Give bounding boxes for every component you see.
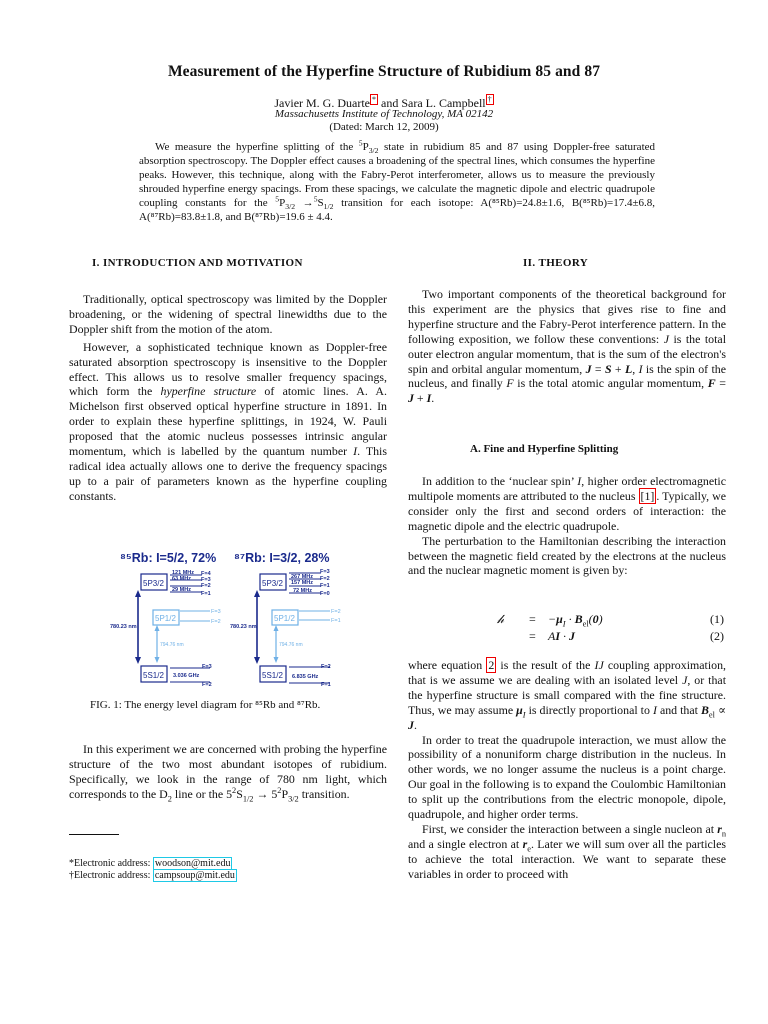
author-1: Javier M. G. Duarte bbox=[274, 96, 370, 110]
rb87-ground-F1: F=1 bbox=[321, 682, 331, 688]
figure-caption: FIG. 1: The energy level diagram for ⁸⁵Rb and ⁸⁷Rb. bbox=[90, 699, 321, 711]
email-link-2[interactable]: campsoup@mit.edu bbox=[154, 870, 235, 881]
equation-1-number: (1) bbox=[710, 612, 724, 626]
rb85-gap-3: 29 MHz bbox=[172, 587, 191, 593]
rb87-upper-F0: F=0 bbox=[320, 591, 330, 597]
rb87-mid-F2: F=2 bbox=[331, 609, 341, 615]
email-link-1[interactable]: woodson@mit.edu bbox=[154, 858, 231, 869]
footnote-link-2[interactable]: † bbox=[487, 95, 492, 104]
date-line: (Dated: March 12, 2009) bbox=[329, 121, 439, 133]
rb87-d1-arrow bbox=[274, 625, 279, 663]
paper-title: Measurement of the Hyperfine Structure of Rubidium 85 and 87 bbox=[167, 63, 601, 80]
theory-paragraph-4: where equation 2 is the result of the IJ coupling approximation, that is we assume we are dealing with an isolated level J, or that the hyperfine structure is small compared with the fine structure. Thus, we may assume $\mu_I$ is directly proportional to I and that $B_{el} \propto J$. bbox=[408, 658, 727, 732]
equation-ref-link[interactable]: 2 bbox=[488, 658, 495, 672]
footnote-2: †Electronic address: campsoup@mit.edu bbox=[69, 870, 235, 881]
abstract-results: A(⁸⁵Rb)=24.8±1.6, B(⁸⁵Rb)=17.4±6.8, A(⁸⁷Rb)=83.8±1.8, and B(⁸⁷Rb)=19.6 ± 4.4. bbox=[139, 197, 655, 224]
rb87-ground-gap: 6.835 GHz bbox=[292, 674, 319, 680]
rb85-gap-2: 63 MHz bbox=[172, 576, 191, 582]
section-heading-intro: I. INTRODUCTION AND MOTIVATION bbox=[92, 257, 303, 269]
rb85-gap-1: 121 MHz bbox=[172, 570, 195, 576]
rb87-ground-F2: F=2 bbox=[321, 664, 331, 670]
rb87-gap-2: 157 MHz bbox=[291, 580, 314, 586]
section-heading-theory: II. THEORY bbox=[523, 257, 589, 269]
intro-paragraph-2: However, a sophisticated technique known as Doppler-free saturated absorption spectroscopy is insensitive to the Doppler effect. This allows us to resolve smaller frequency spacings, which form the hyperfine structure of atomic lines. A. A. Michelson first observed optical hyperfine structure in 1891. In order to explain these hyperfine splittings, in 1924, W. Pauli proposed that the atomic nucleus possesses intrinsic angular momentum, which is labelled by the quantum number I. This radical idea actually allows one to derive the frequency spacings up to a pair of parameters known as the hyperfine coupling constants. bbox=[69, 339, 387, 503]
author-joiner: and bbox=[381, 96, 399, 110]
intro-paragraph-1: Traditionally, optical spectroscopy was limited by the Doppler broadening, or the widening of spectral linewidths due to the Doppler shift from the motion of the atom. bbox=[69, 292, 387, 336]
rb87-gap-3: 72 MHz bbox=[293, 588, 312, 594]
rb87-mid-F1: F=1 bbox=[331, 618, 341, 624]
equation-2-number: (2) bbox=[710, 629, 724, 643]
theory-paragraph-2: In addition to the ‘nuclear spin’ I, higher order electromagnetic multipole moments are attributed to the nucleus [1] . Typically, we consider only the first and second orders of interaction: the magnetic dipole and the electric quadrupole. bbox=[408, 474, 726, 533]
energy-level-diagram bbox=[110, 548, 370, 690]
rb85-mid-F2: F=2 bbox=[211, 619, 221, 625]
theory-paragraph-6: First, we consider the interaction between a single nucleon at $r_n$ and a single electron at $r_e$. Later we will sum over all the particles to achieve the total interaction. We want to separate these variables in order to proceed with bbox=[408, 821, 726, 881]
rb85-5p32-label: 5P3/2 bbox=[143, 579, 164, 588]
equation-2: = AI · J (2) bbox=[529, 629, 724, 643]
author-2: Sara L. Campbell bbox=[401, 96, 486, 110]
rb87-upper-F2: F=2 bbox=[320, 576, 330, 582]
footnote-link-1[interactable]: * bbox=[372, 95, 376, 104]
rb87-gap-1: 267 MHz bbox=[291, 574, 314, 580]
abstract: We measure the hyperfine splitting of the $^5P_{3/2}$ state in rubidium 85 and 87 using Doppler-free saturated absorption spectroscopy. The Doppler effect causes a broadening of the spectral lines, which consumes the hyperfine peaks. However, this technique, along with the Fabry-Perot interferometer, allows us to measure the previously shrouded hyperfine energy spacings. From these spacings, we calculate the magnetic dipole and electric quadrupole coupling constants for the $^5P_{3/2} \to^5S_{1/2}$ transition for each isotope: A(⁸⁵Rb)=24.8±1.6, B(⁸⁵Rb)=17.4±6.8, A(⁸⁷Rb)=83.8±1.8, and B(⁸⁷Rb)=19.6 ± 4.4. bbox=[139, 138, 656, 224]
intro-paragraph-3: In this experiment we are concerned with probing the hyperfine structure of the two most abundant isotopes of rubidium. Specifically, we look in the range of 780 nm light, which corresponds to the $D_2$ line or the $5^2S_{1/2} \to 5^2P_{3/2}$ transition. bbox=[69, 742, 387, 804]
rb87-d2-wavelength: 780.23 nm bbox=[230, 624, 257, 630]
rb85-5p12-label: 5P1/2 bbox=[155, 614, 176, 623]
footnote-rule bbox=[69, 834, 119, 835]
theory-paragraph-5: In order to treat the quadrupole interaction, we must allow the possibility of a nonuniform charge distribution in the nucleus. In other words, we no longer assume the nucleus is a point charge. Our goal in the following is to expand the Coulombic Hamiltonian to split up the contributions from the electric monopole, dipole, quadrupole, and higher order terms. bbox=[408, 732, 726, 822]
theory-paragraph-1: Two important components of the theoretical background for this experiment are the physics that gives rise to fine and hyperfine structure and the Fabry-Perot interference pattern. In the following exposition, we follow these conventions: J is the total outer electron angular momentum, that is the sum of the electron's spin and orbital angular momentum, J = S + L, I is the spin of the nucleus, and finally F is the total atomic angular momentum, F = J + I. bbox=[408, 287, 726, 406]
rb87-5s12-label: 5S1/2 bbox=[262, 671, 283, 680]
theory-quadrupole-text bbox=[408, 658, 726, 882]
rb85-upper-F4: F=4 bbox=[201, 571, 211, 577]
theory-intro bbox=[408, 287, 726, 406]
rb85-5s12-label: 5S1/2 bbox=[143, 671, 164, 680]
rb85-ground-gap: 3.036 GHz bbox=[173, 673, 200, 679]
intro-text-continued bbox=[69, 742, 387, 802]
rb87-title: ⁸⁷Rb: I=3/2, 28% bbox=[234, 551, 330, 565]
intro-text bbox=[69, 292, 387, 504]
rb85-d1-wavelength: 794.76 nm bbox=[160, 642, 184, 648]
rb85-mid-F3: F=3 bbox=[211, 609, 221, 615]
rb85-ground-F2: F=2 bbox=[202, 682, 212, 688]
rb85-d1-arrow bbox=[155, 625, 160, 663]
rb85-upper-F3: F=3 bbox=[201, 577, 211, 583]
rb85-upper-F2: F=2 bbox=[201, 583, 211, 589]
rb85-ground-F3: F=3 bbox=[202, 664, 212, 670]
rb85-title: ⁸⁵Rb: I=5/2, 72% bbox=[120, 551, 217, 565]
footnote-1: *Electronic address: woodson@mit.edu bbox=[69, 858, 231, 869]
rb87-d1-wavelength: 794.76 nm bbox=[279, 642, 303, 648]
subsection-heading-fine-hyperfine: A. Fine and Hyperfine Splitting bbox=[470, 443, 619, 455]
equation-1: 𝒽 = $-\mu_I \cdot B_{el}(0)$ (1) bbox=[497, 612, 724, 629]
rb87-5p32-label: 5P3/2 bbox=[262, 579, 283, 588]
rb87-upper-F3: F=3 bbox=[320, 569, 330, 575]
rb87-5p12-label: 5P1/2 bbox=[274, 614, 295, 623]
rb87-upper-F1: F=1 bbox=[320, 583, 330, 589]
affiliation: Massachusetts Institute of Technology, MA 02142 bbox=[274, 108, 494, 120]
theory-paragraph-3: The perturbation to the Hamiltonian describing the interaction between the magnetic field created by the electrons at the nucleus and the nuclear magnetic moment is given by: bbox=[408, 533, 726, 578]
rb85-upper-F1: F=1 bbox=[201, 591, 211, 597]
rb85-d2-wavelength: 780.23 nm bbox=[110, 624, 137, 630]
theory-hyperfine-text bbox=[408, 474, 726, 578]
citation-link-1[interactable]: [1] bbox=[640, 488, 655, 503]
